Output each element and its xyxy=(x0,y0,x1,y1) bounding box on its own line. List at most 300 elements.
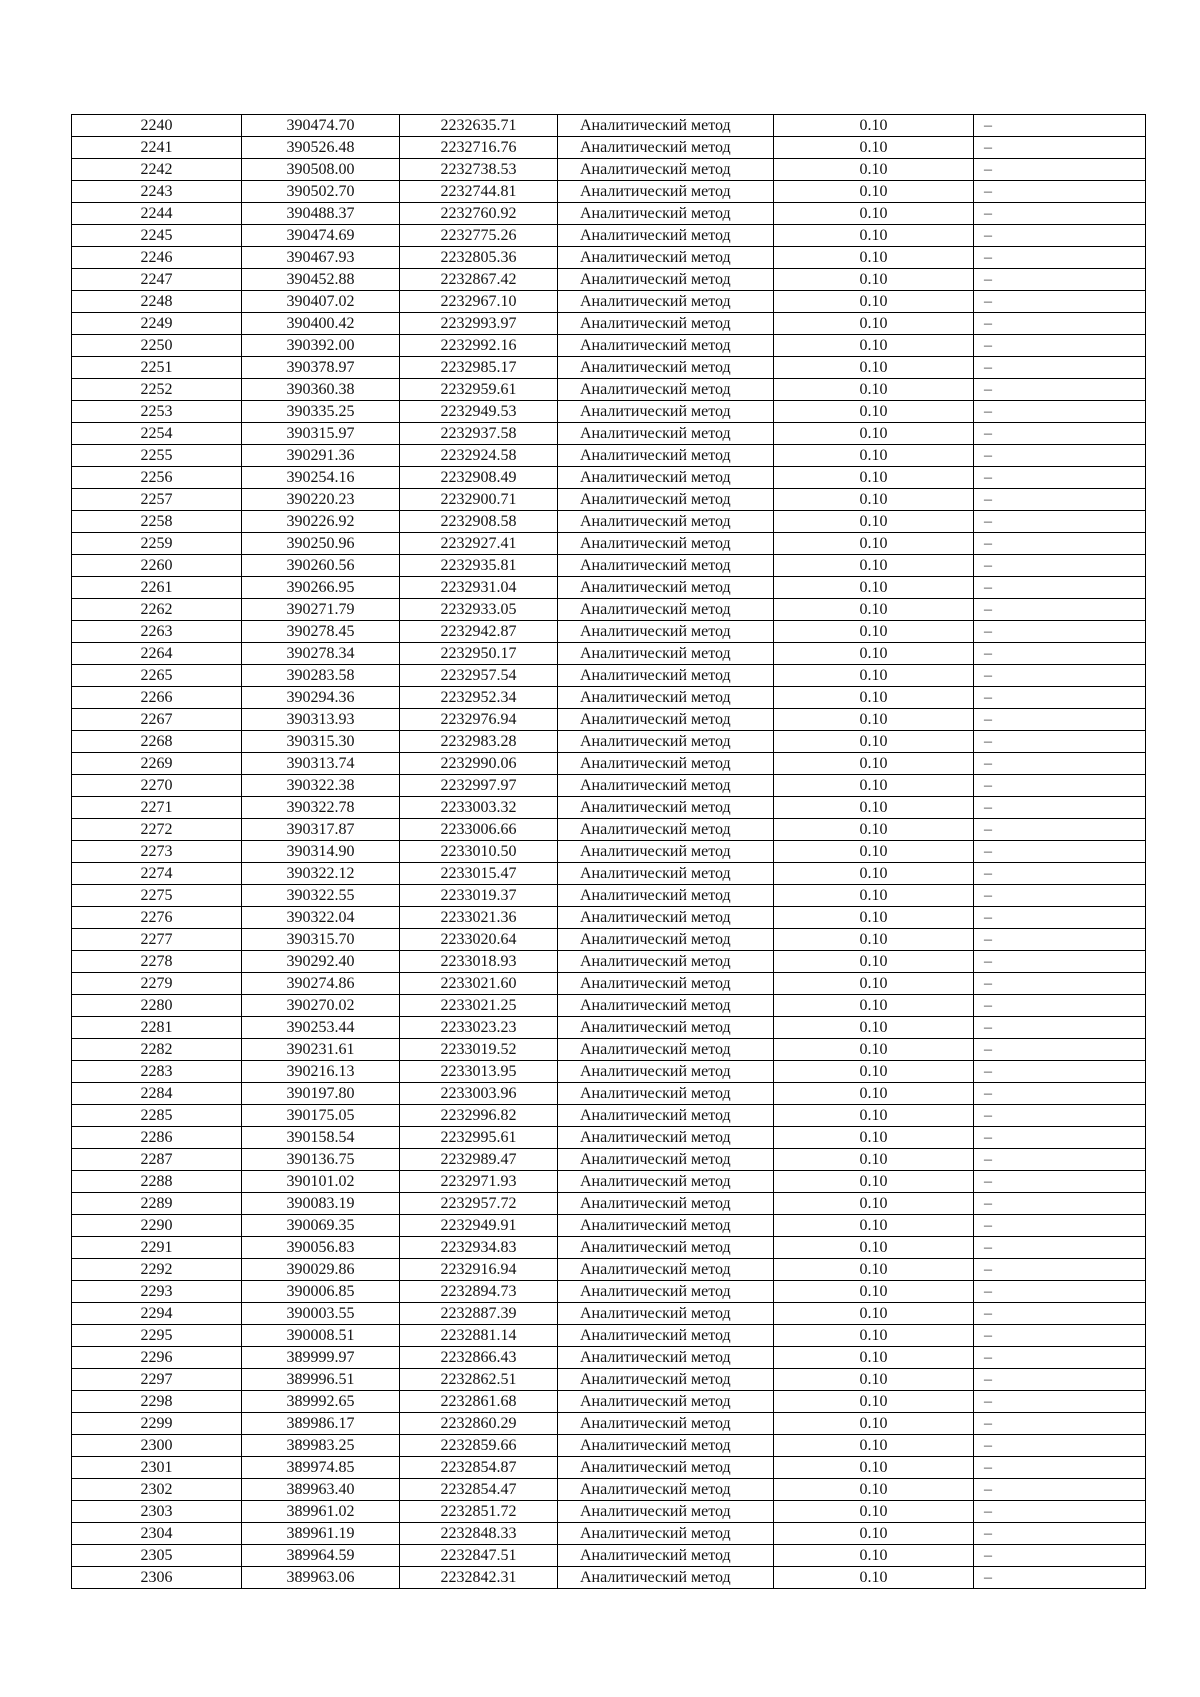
y-coordinate-cell: 2232942.87 xyxy=(400,621,558,643)
table-row xyxy=(72,1105,1146,1127)
point-number-cell: 2277 xyxy=(72,929,242,951)
x-coordinate-cell: 390266.95 xyxy=(242,577,400,599)
x-coordinate-cell: 390452.88 xyxy=(242,269,400,291)
y-coordinate-cell: 2233021.36 xyxy=(400,907,558,929)
y-coordinate-cell: 2233018.93 xyxy=(400,951,558,973)
point-number-cell: 2286 xyxy=(72,1127,242,1149)
x-coordinate-cell: 390226.92 xyxy=(242,511,400,533)
note-cell: – xyxy=(974,1039,1146,1061)
y-coordinate-cell: 2232989.47 xyxy=(400,1149,558,1171)
y-coordinate-cell: 2232935.81 xyxy=(400,555,558,577)
x-coordinate-cell: 390294.36 xyxy=(242,687,400,709)
point-number-cell: 2300 xyxy=(72,1435,242,1457)
note-cell: – xyxy=(974,379,1146,401)
accuracy-cell: 0.10 xyxy=(774,1369,974,1391)
note-cell: – xyxy=(974,247,1146,269)
note-cell: – xyxy=(974,115,1146,137)
method-cell: Аналитический метод xyxy=(558,951,774,973)
method-cell: Аналитический метод xyxy=(558,907,774,929)
accuracy-cell: 0.10 xyxy=(774,753,974,775)
y-coordinate-cell: 2232924.58 xyxy=(400,445,558,467)
table-row xyxy=(72,159,1146,181)
point-number-cell: 2296 xyxy=(72,1347,242,1369)
accuracy-cell: 0.10 xyxy=(774,951,974,973)
y-coordinate-cell: 2233021.25 xyxy=(400,995,558,1017)
point-number-cell: 2299 xyxy=(72,1413,242,1435)
note-cell: – xyxy=(974,819,1146,841)
y-coordinate-cell: 2232949.91 xyxy=(400,1215,558,1237)
method-cell: Аналитический метод xyxy=(558,1061,774,1083)
accuracy-cell: 0.10 xyxy=(774,621,974,643)
accuracy-cell: 0.10 xyxy=(774,511,974,533)
note-cell: – xyxy=(974,709,1146,731)
y-coordinate-cell: 2232976.94 xyxy=(400,709,558,731)
accuracy-cell: 0.10 xyxy=(774,1545,974,1567)
x-coordinate-cell: 390101.02 xyxy=(242,1171,400,1193)
x-coordinate-cell: 389963.40 xyxy=(242,1479,400,1501)
y-coordinate-cell: 2233020.64 xyxy=(400,929,558,951)
table-row xyxy=(72,533,1146,555)
y-coordinate-cell: 2232894.73 xyxy=(400,1281,558,1303)
point-number-cell: 2266 xyxy=(72,687,242,709)
note-cell: – xyxy=(974,137,1146,159)
note-cell: – xyxy=(974,973,1146,995)
y-coordinate-cell: 2233006.66 xyxy=(400,819,558,841)
table-row xyxy=(72,1083,1146,1105)
x-coordinate-cell: 390056.83 xyxy=(242,1237,400,1259)
x-coordinate-cell: 390253.44 xyxy=(242,1017,400,1039)
x-coordinate-cell: 390220.23 xyxy=(242,489,400,511)
method-cell: Аналитический метод xyxy=(558,1237,774,1259)
method-cell: Аналитический метод xyxy=(558,621,774,643)
method-cell: Аналитический метод xyxy=(558,1567,774,1589)
method-cell: Аналитический метод xyxy=(558,1039,774,1061)
accuracy-cell: 0.10 xyxy=(774,1237,974,1259)
note-cell: – xyxy=(974,929,1146,951)
y-coordinate-cell: 2232934.83 xyxy=(400,1237,558,1259)
y-coordinate-cell: 2233013.95 xyxy=(400,1061,558,1083)
point-number-cell: 2268 xyxy=(72,731,242,753)
table-row xyxy=(72,973,1146,995)
method-cell: Аналитический метод xyxy=(558,1545,774,1567)
point-number-cell: 2250 xyxy=(72,335,242,357)
accuracy-cell: 0.10 xyxy=(774,247,974,269)
point-number-cell: 2255 xyxy=(72,445,242,467)
point-number-cell: 2240 xyxy=(72,115,242,137)
table-row xyxy=(72,1545,1146,1567)
accuracy-cell: 0.10 xyxy=(774,665,974,687)
accuracy-cell: 0.10 xyxy=(774,863,974,885)
table-row xyxy=(72,401,1146,423)
x-coordinate-cell: 390315.70 xyxy=(242,929,400,951)
method-cell: Аналитический метод xyxy=(558,753,774,775)
point-number-cell: 2267 xyxy=(72,709,242,731)
note-cell: – xyxy=(974,357,1146,379)
table-row xyxy=(72,247,1146,269)
x-coordinate-cell: 389996.51 xyxy=(242,1369,400,1391)
y-coordinate-cell: 2232860.29 xyxy=(400,1413,558,1435)
table-row xyxy=(72,1567,1146,1589)
method-cell: Аналитический метод xyxy=(558,1457,774,1479)
method-cell: Аналитический метод xyxy=(558,687,774,709)
table-row xyxy=(72,599,1146,621)
x-coordinate-cell: 390474.69 xyxy=(242,225,400,247)
point-number-cell: 2254 xyxy=(72,423,242,445)
x-coordinate-cell: 390400.42 xyxy=(242,313,400,335)
accuracy-cell: 0.10 xyxy=(774,313,974,335)
note-cell: – xyxy=(974,907,1146,929)
x-coordinate-cell: 390322.38 xyxy=(242,775,400,797)
note-cell: – xyxy=(974,577,1146,599)
table-row xyxy=(72,291,1146,313)
note-cell: – xyxy=(974,1281,1146,1303)
y-coordinate-cell: 2232851.72 xyxy=(400,1501,558,1523)
note-cell: – xyxy=(974,533,1146,555)
method-cell: Аналитический метод xyxy=(558,1435,774,1457)
table-row xyxy=(72,555,1146,577)
y-coordinate-cell: 2232854.47 xyxy=(400,1479,558,1501)
x-coordinate-cell: 390260.56 xyxy=(242,555,400,577)
method-cell: Аналитический метод xyxy=(558,335,774,357)
y-coordinate-cell: 2232716.76 xyxy=(400,137,558,159)
accuracy-cell: 0.10 xyxy=(774,731,974,753)
note-cell: – xyxy=(974,1347,1146,1369)
table-row xyxy=(72,1171,1146,1193)
accuracy-cell: 0.10 xyxy=(774,841,974,863)
x-coordinate-cell: 389983.25 xyxy=(242,1435,400,1457)
note-cell: – xyxy=(974,665,1146,687)
y-coordinate-cell: 2232992.16 xyxy=(400,335,558,357)
point-number-cell: 2263 xyxy=(72,621,242,643)
point-number-cell: 2297 xyxy=(72,1369,242,1391)
x-coordinate-cell: 390508.00 xyxy=(242,159,400,181)
point-number-cell: 2289 xyxy=(72,1193,242,1215)
method-cell: Аналитический метод xyxy=(558,357,774,379)
x-coordinate-cell: 390392.00 xyxy=(242,335,400,357)
x-coordinate-cell: 389963.06 xyxy=(242,1567,400,1589)
note-cell: – xyxy=(974,797,1146,819)
x-coordinate-cell: 390322.78 xyxy=(242,797,400,819)
table-row xyxy=(72,1457,1146,1479)
table-row xyxy=(72,225,1146,247)
method-cell: Аналитический метод xyxy=(558,709,774,731)
note-cell: – xyxy=(974,1369,1146,1391)
x-coordinate-cell: 390175.05 xyxy=(242,1105,400,1127)
accuracy-cell: 0.10 xyxy=(774,445,974,467)
table-row xyxy=(72,423,1146,445)
point-number-cell: 2302 xyxy=(72,1479,242,1501)
table-row xyxy=(72,709,1146,731)
accuracy-cell: 0.10 xyxy=(774,357,974,379)
note-cell: – xyxy=(974,1545,1146,1567)
y-coordinate-cell: 2232635.71 xyxy=(400,115,558,137)
x-coordinate-cell: 390069.35 xyxy=(242,1215,400,1237)
note-cell: – xyxy=(974,1303,1146,1325)
note-cell: – xyxy=(974,643,1146,665)
x-coordinate-cell: 390313.74 xyxy=(242,753,400,775)
table-row xyxy=(72,1127,1146,1149)
method-cell: Аналитический метод xyxy=(558,643,774,665)
accuracy-cell: 0.10 xyxy=(774,335,974,357)
note-cell: – xyxy=(974,1237,1146,1259)
note-cell: – xyxy=(974,1215,1146,1237)
point-number-cell: 2265 xyxy=(72,665,242,687)
accuracy-cell: 0.10 xyxy=(774,467,974,489)
point-number-cell: 2262 xyxy=(72,599,242,621)
method-cell: Аналитический метод xyxy=(558,291,774,313)
accuracy-cell: 0.10 xyxy=(774,1061,974,1083)
table-row xyxy=(72,1259,1146,1281)
note-cell: – xyxy=(974,1171,1146,1193)
note-cell: – xyxy=(974,1567,1146,1589)
table-row xyxy=(72,1347,1146,1369)
note-cell: – xyxy=(974,1523,1146,1545)
accuracy-cell: 0.10 xyxy=(774,159,974,181)
note-cell: – xyxy=(974,1413,1146,1435)
point-number-cell: 2295 xyxy=(72,1325,242,1347)
accuracy-cell: 0.10 xyxy=(774,203,974,225)
method-cell: Аналитический метод xyxy=(558,1391,774,1413)
accuracy-cell: 0.10 xyxy=(774,1171,974,1193)
note-cell: – xyxy=(974,1479,1146,1501)
method-cell: Аналитический метод xyxy=(558,1281,774,1303)
method-cell: Аналитический метод xyxy=(558,423,774,445)
note-cell: – xyxy=(974,995,1146,1017)
y-coordinate-cell: 2232983.28 xyxy=(400,731,558,753)
y-coordinate-cell: 2232952.34 xyxy=(400,687,558,709)
point-number-cell: 2247 xyxy=(72,269,242,291)
table-row xyxy=(72,1325,1146,1347)
y-coordinate-cell: 2232937.58 xyxy=(400,423,558,445)
x-coordinate-cell: 389999.97 xyxy=(242,1347,400,1369)
accuracy-cell: 0.10 xyxy=(774,1127,974,1149)
x-coordinate-cell: 390083.19 xyxy=(242,1193,400,1215)
accuracy-cell: 0.10 xyxy=(774,555,974,577)
x-coordinate-cell: 389986.17 xyxy=(242,1413,400,1435)
accuracy-cell: 0.10 xyxy=(774,995,974,1017)
method-cell: Аналитический метод xyxy=(558,929,774,951)
point-number-cell: 2253 xyxy=(72,401,242,423)
accuracy-cell: 0.10 xyxy=(774,929,974,951)
method-cell: Аналитический метод xyxy=(558,1215,774,1237)
table-row xyxy=(72,1193,1146,1215)
method-cell: Аналитический метод xyxy=(558,269,774,291)
note-cell: – xyxy=(974,1391,1146,1413)
x-coordinate-cell: 390231.61 xyxy=(242,1039,400,1061)
method-cell: Аналитический метод xyxy=(558,797,774,819)
method-cell: Аналитический метод xyxy=(558,1369,774,1391)
accuracy-cell: 0.10 xyxy=(774,533,974,555)
y-coordinate-cell: 2232933.05 xyxy=(400,599,558,621)
y-coordinate-cell: 2232859.66 xyxy=(400,1435,558,1457)
note-cell: – xyxy=(974,1501,1146,1523)
x-coordinate-cell: 390317.87 xyxy=(242,819,400,841)
accuracy-cell: 0.10 xyxy=(774,379,974,401)
point-number-cell: 2285 xyxy=(72,1105,242,1127)
method-cell: Аналитический метод xyxy=(558,1017,774,1039)
table-row xyxy=(72,269,1146,291)
accuracy-cell: 0.10 xyxy=(774,1017,974,1039)
accuracy-cell: 0.10 xyxy=(774,1501,974,1523)
note-cell: – xyxy=(974,1457,1146,1479)
point-number-cell: 2290 xyxy=(72,1215,242,1237)
x-coordinate-cell: 390488.37 xyxy=(242,203,400,225)
y-coordinate-cell: 2233003.96 xyxy=(400,1083,558,1105)
y-coordinate-cell: 2233021.60 xyxy=(400,973,558,995)
method-cell: Аналитический метод xyxy=(558,973,774,995)
x-coordinate-cell: 389974.85 xyxy=(242,1457,400,1479)
accuracy-cell: 0.10 xyxy=(774,1215,974,1237)
x-coordinate-cell: 390315.30 xyxy=(242,731,400,753)
method-cell: Аналитический метод xyxy=(558,247,774,269)
x-coordinate-cell: 390502.70 xyxy=(242,181,400,203)
x-coordinate-cell: 389961.02 xyxy=(242,1501,400,1523)
table-row xyxy=(72,379,1146,401)
accuracy-cell: 0.10 xyxy=(774,1281,974,1303)
x-coordinate-cell: 389964.59 xyxy=(242,1545,400,1567)
accuracy-cell: 0.10 xyxy=(774,1523,974,1545)
point-number-cell: 2245 xyxy=(72,225,242,247)
point-number-cell: 2298 xyxy=(72,1391,242,1413)
point-number-cell: 2264 xyxy=(72,643,242,665)
point-number-cell: 2259 xyxy=(72,533,242,555)
table-row xyxy=(72,797,1146,819)
point-number-cell: 2272 xyxy=(72,819,242,841)
point-number-cell: 2303 xyxy=(72,1501,242,1523)
y-coordinate-cell: 2232931.04 xyxy=(400,577,558,599)
point-number-cell: 2270 xyxy=(72,775,242,797)
accuracy-cell: 0.10 xyxy=(774,797,974,819)
note-cell: – xyxy=(974,951,1146,973)
table-row xyxy=(72,181,1146,203)
method-cell: Аналитический метод xyxy=(558,181,774,203)
x-coordinate-cell: 390291.36 xyxy=(242,445,400,467)
y-coordinate-cell: 2232854.87 xyxy=(400,1457,558,1479)
method-cell: Аналитический метод xyxy=(558,885,774,907)
note-cell: – xyxy=(974,335,1146,357)
y-coordinate-cell: 2233023.23 xyxy=(400,1017,558,1039)
accuracy-cell: 0.10 xyxy=(774,1105,974,1127)
accuracy-cell: 0.10 xyxy=(774,1083,974,1105)
note-cell: – xyxy=(974,863,1146,885)
note-cell: – xyxy=(974,1259,1146,1281)
method-cell: Аналитический метод xyxy=(558,511,774,533)
accuracy-cell: 0.10 xyxy=(774,137,974,159)
accuracy-cell: 0.10 xyxy=(774,973,974,995)
note-cell: – xyxy=(974,1193,1146,1215)
note-cell: – xyxy=(974,1127,1146,1149)
note-cell: – xyxy=(974,555,1146,577)
point-number-cell: 2273 xyxy=(72,841,242,863)
point-number-cell: 2241 xyxy=(72,137,242,159)
coordinates-table xyxy=(71,114,1146,1589)
point-number-cell: 2248 xyxy=(72,291,242,313)
accuracy-cell: 0.10 xyxy=(774,687,974,709)
point-number-cell: 2306 xyxy=(72,1567,242,1589)
table-row xyxy=(72,1061,1146,1083)
table-row xyxy=(72,335,1146,357)
point-number-cell: 2249 xyxy=(72,313,242,335)
y-coordinate-cell: 2232916.94 xyxy=(400,1259,558,1281)
accuracy-cell: 0.10 xyxy=(774,1391,974,1413)
table-row xyxy=(72,665,1146,687)
accuracy-cell: 0.10 xyxy=(774,1413,974,1435)
table-row xyxy=(72,1435,1146,1457)
note-cell: – xyxy=(974,841,1146,863)
x-coordinate-cell: 390322.12 xyxy=(242,863,400,885)
table-row xyxy=(72,621,1146,643)
x-coordinate-cell: 390278.45 xyxy=(242,621,400,643)
x-coordinate-cell: 390136.75 xyxy=(242,1149,400,1171)
note-cell: – xyxy=(974,621,1146,643)
y-coordinate-cell: 2232805.36 xyxy=(400,247,558,269)
accuracy-cell: 0.10 xyxy=(774,577,974,599)
accuracy-cell: 0.10 xyxy=(774,1479,974,1501)
method-cell: Аналитический метод xyxy=(558,159,774,181)
method-cell: Аналитический метод xyxy=(558,1413,774,1435)
note-cell: – xyxy=(974,687,1146,709)
note-cell: – xyxy=(974,1435,1146,1457)
point-number-cell: 2258 xyxy=(72,511,242,533)
y-coordinate-cell: 2232967.10 xyxy=(400,291,558,313)
method-cell: Аналитический метод xyxy=(558,1149,774,1171)
y-coordinate-cell: 2232959.61 xyxy=(400,379,558,401)
x-coordinate-cell: 390474.70 xyxy=(242,115,400,137)
point-number-cell: 2294 xyxy=(72,1303,242,1325)
y-coordinate-cell: 2232775.26 xyxy=(400,225,558,247)
method-cell: Аналитический метод xyxy=(558,1083,774,1105)
x-coordinate-cell: 389992.65 xyxy=(242,1391,400,1413)
accuracy-cell: 0.10 xyxy=(774,181,974,203)
y-coordinate-cell: 2232949.53 xyxy=(400,401,558,423)
accuracy-cell: 0.10 xyxy=(774,1435,974,1457)
x-coordinate-cell: 390250.96 xyxy=(242,533,400,555)
point-number-cell: 2252 xyxy=(72,379,242,401)
y-coordinate-cell: 2232957.72 xyxy=(400,1193,558,1215)
note-cell: – xyxy=(974,423,1146,445)
x-coordinate-cell: 390254.16 xyxy=(242,467,400,489)
method-cell: Аналитический метод xyxy=(558,775,774,797)
method-cell: Аналитический метод xyxy=(558,489,774,511)
y-coordinate-cell: 2233019.52 xyxy=(400,1039,558,1061)
y-coordinate-cell: 2232990.06 xyxy=(400,753,558,775)
point-number-cell: 2291 xyxy=(72,1237,242,1259)
table-row xyxy=(72,1281,1146,1303)
y-coordinate-cell: 2232908.49 xyxy=(400,467,558,489)
note-cell: – xyxy=(974,1061,1146,1083)
note-cell: – xyxy=(974,1325,1146,1347)
x-coordinate-cell: 390407.02 xyxy=(242,291,400,313)
table-row xyxy=(72,489,1146,511)
method-cell: Аналитический метод xyxy=(558,467,774,489)
x-coordinate-cell: 390271.79 xyxy=(242,599,400,621)
x-coordinate-cell: 390313.93 xyxy=(242,709,400,731)
note-cell: – xyxy=(974,445,1146,467)
note-cell: – xyxy=(974,1083,1146,1105)
table-row xyxy=(72,1369,1146,1391)
accuracy-cell: 0.10 xyxy=(774,423,974,445)
table-row xyxy=(72,863,1146,885)
method-cell: Аналитический метод xyxy=(558,1105,774,1127)
note-cell: – xyxy=(974,181,1146,203)
point-number-cell: 2283 xyxy=(72,1061,242,1083)
accuracy-cell: 0.10 xyxy=(774,1457,974,1479)
method-cell: Аналитический метод xyxy=(558,1523,774,1545)
table-row xyxy=(72,1149,1146,1171)
accuracy-cell: 0.10 xyxy=(774,775,974,797)
point-number-cell: 2261 xyxy=(72,577,242,599)
accuracy-cell: 0.10 xyxy=(774,291,974,313)
